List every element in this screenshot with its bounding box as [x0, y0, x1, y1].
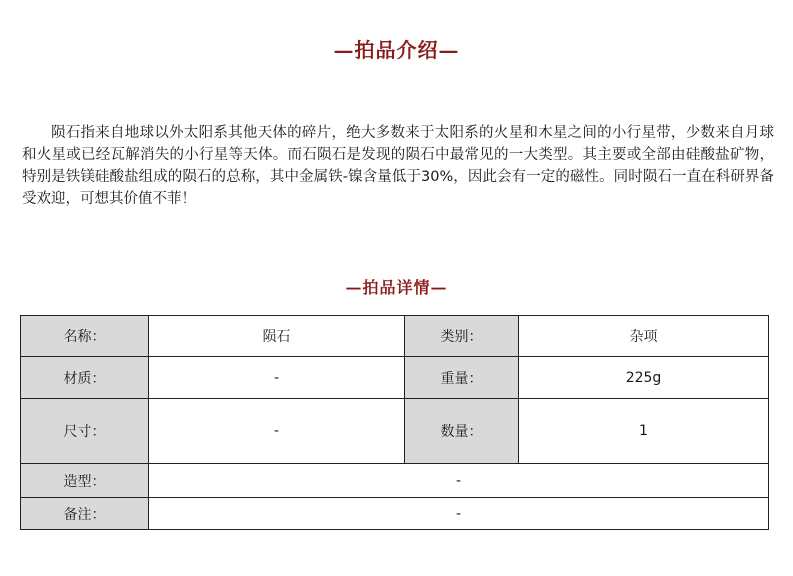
intro-section-title: —拍品介绍—	[333, 38, 460, 62]
shape-value: -	[149, 464, 769, 498]
size-value: -	[149, 399, 405, 464]
shape-label: 造型：	[21, 464, 149, 498]
name-value: 陨石	[149, 316, 405, 357]
quantity-label: 数量：	[405, 399, 519, 464]
material-value: -	[149, 357, 405, 399]
material-label: 材质：	[21, 357, 149, 399]
category-value: 杂项	[519, 316, 769, 357]
remark-label: 备注：	[21, 498, 149, 530]
remark-value: -	[149, 498, 769, 530]
details-section-title: —拍品详情—	[345, 278, 448, 297]
table-row	[21, 399, 769, 464]
weight-value: 225g	[519, 357, 769, 399]
table-row	[21, 498, 769, 530]
table-row	[21, 464, 769, 498]
intro-paragraph: 陨石指来自地球以外太阳系其他天体的碎片，绝大多数来于太阳系的火星和木星之间的小行星带，少数来自月球和火星或已经瓦解消失的小行星等天体。而石陨石是发现的陨石中最常见的一大类型。其主要或全部由硅酸盐矿物，特别是铁镁硅酸盐组成的陨石的总称，其中金属铁-镍含量低于30%，因此会有一定的磁性。同时陨石一直在科研界备受欢迎，可想其价值不菲！	[22, 125, 774, 207]
name-label: 名称：	[21, 316, 149, 357]
size-label: 尺寸：	[21, 399, 149, 464]
table-row	[21, 316, 769, 357]
details-table	[20, 315, 769, 530]
category-label: 类别：	[405, 316, 519, 357]
table-row	[21, 357, 769, 399]
quantity-value: 1	[519, 399, 769, 464]
weight-label: 重量：	[405, 357, 519, 399]
